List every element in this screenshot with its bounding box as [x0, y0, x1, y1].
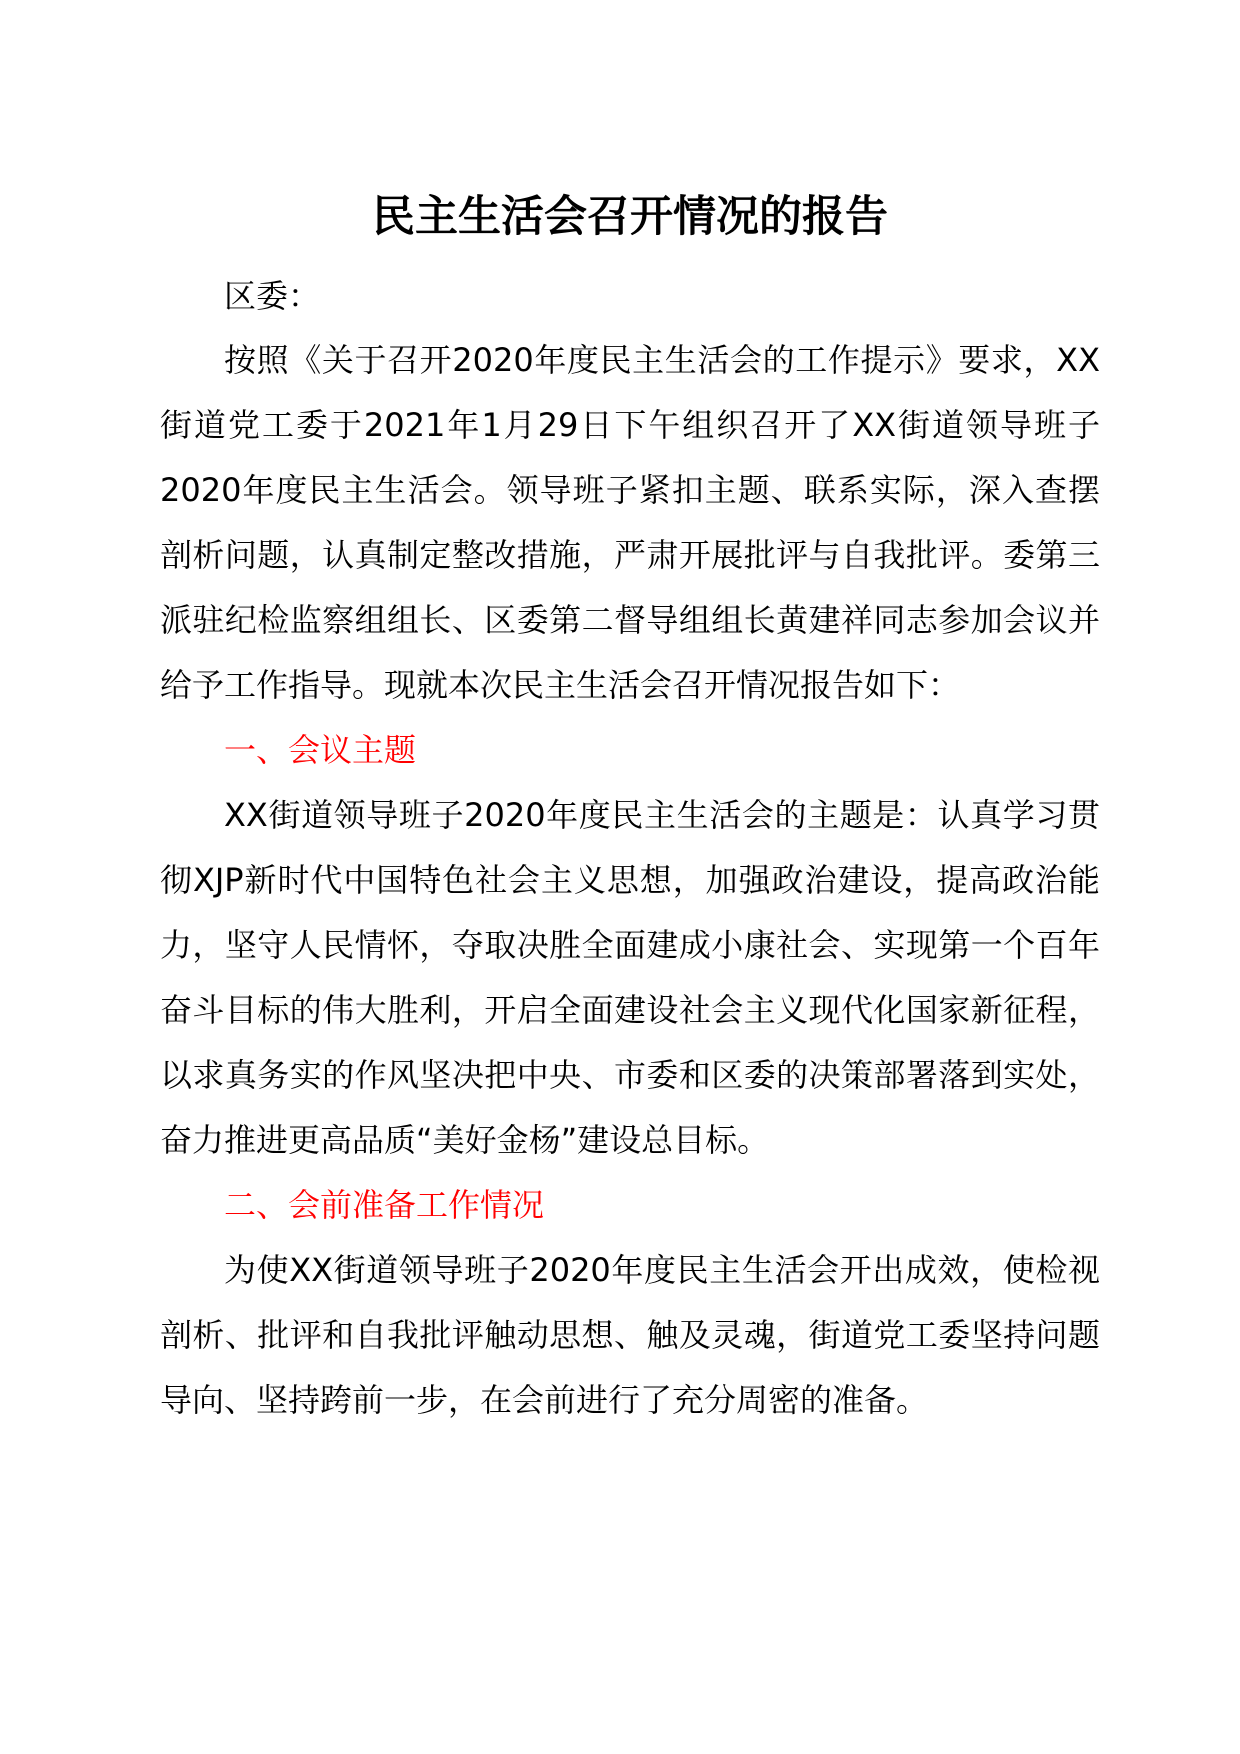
salutation: 区委：	[224, 277, 321, 315]
section-body-meeting-theme: XX街道领导班子2020年度民主生活会的主题是：认真学习贯彻XJP新时代中国特色社会主义思想，加强政治建设，提高政治能力，坚守人民情怀，夺取决胜全面建成小康社会、实现第一个百年奋斗目标的伟大胜利，开启全面建设社会主义现代化国家新征程，以求真务实的作风坚决把中央、市委和区委的决策部署落到实处，奋力推进更高品质“美好金杨”建设总目标。	[160, 796, 1100, 1159]
section-body-preparation: 为使XX街道领导班子2020年度民主生活会开出成效，使检视剖析、批评和自我批评触动思想、触及灵魂，街道党工委坚持问题导向、坚持跨前一步，在会前进行了充分周密的准备。	[160, 1251, 1100, 1419]
document-page	[160, 180, 1100, 1433]
document-title: 民主生活会召开情况的报告	[372, 192, 888, 242]
intro-paragraph: 按照《关于召开2020年度民主生活会的工作提示》要求，XX街道党工委于2021年1月29日下午组织召开了XX街道领导班子2020年度民主生活会。领导班子紧扣主题、联系实际，深入查摆剖析问题，认真制定整改措施，严肃开展批评与自我批评。委第三派驻纪检监察组组长、区委第二督导组组长黄建祥同志参加会议并给予工作指导。现就本次民主生活会召开情况报告如下：	[160, 341, 1100, 704]
section-heading-preparation: 二、会前准备工作情况	[224, 1186, 545, 1224]
section-heading-meeting-theme: 一、会议主题	[224, 731, 417, 769]
